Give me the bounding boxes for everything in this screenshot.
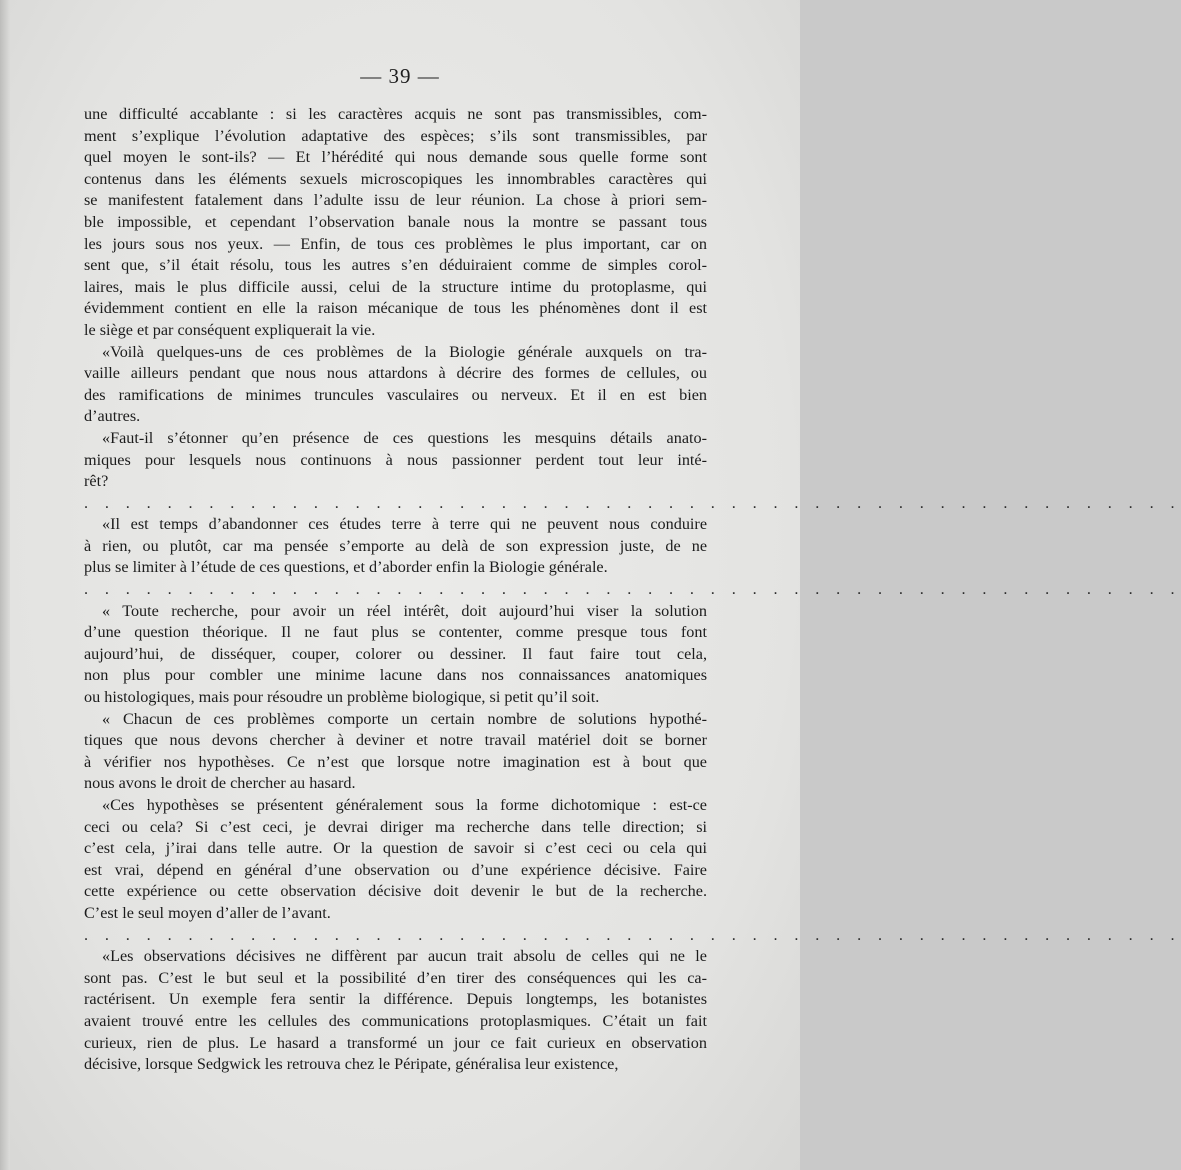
text-line: quel moyen le sont-ils? — Et l’hérédité qui nous demande sous quelle forme sont bbox=[84, 148, 707, 167]
text-line: est vrai, dépend en général d’une observation ou d’une expérience décisive. Faire bbox=[84, 860, 707, 879]
text-line: c’est cela, j’irai dans telle autre. Or la question de savoir si c’est ceci ou cela qui bbox=[84, 839, 707, 858]
text-line: vaille ailleurs pendant que nous nous attardons à décrire des formes de cellules, ou bbox=[84, 364, 707, 383]
text-line: non plus pour combler une minime lacune dans nos connaissances anatomiques bbox=[84, 666, 707, 685]
paragraph bbox=[84, 514, 707, 579]
text-line: sont pas. C’est le but seul et la possibilité d’en tirer des conséquences qui les ca- bbox=[84, 968, 707, 987]
text-line: « Toute recherche, pour avoir un réel intérêt, doit aujourd’hui viser la solution bbox=[102, 601, 707, 620]
text-line: ble impossible, et cependant l’observation banale nous la montre se passant tous bbox=[84, 212, 707, 231]
text-line: laires, mais le plus difficile aussi, celui de la structure intime du protoplasme, qui bbox=[84, 277, 707, 296]
text-line: contenus dans les éléments sexuels microscopiques les innombrables caractères qui bbox=[84, 169, 707, 188]
ellipsis-separator: . . . . . . . . . . . . . . . . . . . . . . . . . . . . . . . . . . . . . . . . . . . . . . . . . . . . . bbox=[84, 580, 1181, 599]
page-number: — 39 — bbox=[360, 64, 440, 88]
text-line: ractérisent. Un exemple fera sentir la différence. Depuis longtemps, les botanistes bbox=[84, 990, 707, 1009]
text-line: C’est le seul moyen d’aller de l’avant. bbox=[84, 903, 331, 922]
text-line: décisive, lorsque Sedgwick les retrouva chez le Péripate, généralisa leur existence, bbox=[84, 1055, 619, 1074]
text-line: «Faut-il s’étonner qu’en présence de ces questions les mesquins détails anato- bbox=[102, 428, 707, 447]
paragraph bbox=[84, 601, 707, 709]
text-line: les jours sous nos yeux. — Enfin, de tous ces problèmes le plus important, car on bbox=[84, 234, 707, 253]
text-line: miques pour lesquels nous continuons à nous passionner perdent tout leur inté- bbox=[84, 450, 707, 469]
text-line: sent que, s’il était résolu, tous les autres s’en déduiraient comme de simples corol- bbox=[84, 256, 707, 275]
text-line: «Il est temps d’abandonner ces études terre à terre qui ne peuvent nous conduire bbox=[102, 515, 707, 534]
text-line: d’autres. bbox=[84, 407, 141, 426]
text-line: ou histologiques, mais pour résoudre un problème biologique, si petit qu’il soit. bbox=[84, 688, 600, 707]
paragraph bbox=[84, 795, 707, 925]
text-line: rêt? bbox=[84, 472, 109, 491]
text-line: à vérifier nos hypothèses. Ce n’est que lorsque notre imagination est à bout que bbox=[84, 752, 707, 771]
text-line: se manifestent fatalement dans l’adulte issu de leur réunion. La chose à priori sem- bbox=[84, 191, 707, 210]
text-line: tiques que nous devons chercher à deviner et notre travail matériel doit se borner bbox=[84, 731, 707, 750]
text-line: avaient trouvé entre les cellules des communications protoplasmiques. C’était un fait bbox=[84, 1011, 707, 1030]
text-line: «Voilà quelques-uns de ces problèmes de la Biologie générale auxquels on tra- bbox=[102, 342, 707, 361]
text-line: à rien, ou plutôt, car ma pensée s’emporte au delà de son expression juste, de ne bbox=[84, 536, 707, 555]
ellipsis-separator: . . . . . . . . . . . . . . . . . . . . . . . . . . . . . . . . . . . . . . . . . . . . . . . . . . . . . bbox=[84, 493, 1181, 512]
text-line: le siège et par conséquent expliquerait la vie. bbox=[84, 320, 376, 339]
text-line: «Ces hypothèses se présentent généralement sous la forme dichotomique : est-ce bbox=[102, 796, 707, 814]
text-line: d’une question théorique. Il ne faut plus se contenter, comme presque tous font bbox=[84, 623, 707, 642]
paragraph bbox=[84, 709, 707, 795]
text-line: des ramifications de minimes truncules vasculaires ou nerveux. Et il en est bien bbox=[84, 385, 707, 404]
text-line: nous avons le droit de chercher au hasard. bbox=[84, 774, 356, 793]
text-line: cette expérience ou cette observation décisive doit devenir le but de la recherche. bbox=[84, 882, 707, 901]
text-line: aujourd’hui, de disséquer, couper, colorer ou dessiner. Il faut faire tout cela, bbox=[84, 644, 707, 663]
text-line: «Les observations décisives ne diffèrent par aucun trait absolu de celles qui ne le bbox=[102, 947, 707, 966]
paragraph bbox=[84, 428, 707, 493]
text-line: ceci ou cela? Si c’est ceci, je devrai diriger ma recherche dans telle direction; si bbox=[84, 817, 707, 836]
text-line: curieux, rien de plus. Le hasard a transformé un jour ce fait curieux en observation bbox=[84, 1033, 707, 1052]
text-line: ment s’explique l’évolution adaptative des espèces; s’ils sont transmissibles, par bbox=[84, 126, 707, 145]
text-line: plus se limiter à l’étude de ces questions, et d’aborder enfin la Biologie générale. bbox=[84, 558, 608, 577]
paragraph bbox=[84, 104, 707, 342]
text-line: « Chacun de ces problèmes comporte un certain nombre de solutions hypothé- bbox=[102, 709, 707, 728]
paragraph bbox=[84, 946, 707, 1076]
ellipsis-separator: . . . . . . . . . . . . . . . . . . . . . . . . . . . . . . . . . . . . . . . . . . . . . . . . . . . . . bbox=[84, 925, 1181, 944]
text-line: une difficulté accablante : si les caractères acquis ne sont pas transmissibles, com- bbox=[84, 105, 707, 123]
page-binding-shadow bbox=[0, 0, 10, 1170]
text-line: évidemment contient en elle la raison mécanique de tous les phénomènes dont il est bbox=[84, 299, 707, 318]
paragraph bbox=[84, 342, 707, 428]
page-body-text bbox=[84, 104, 1181, 1076]
